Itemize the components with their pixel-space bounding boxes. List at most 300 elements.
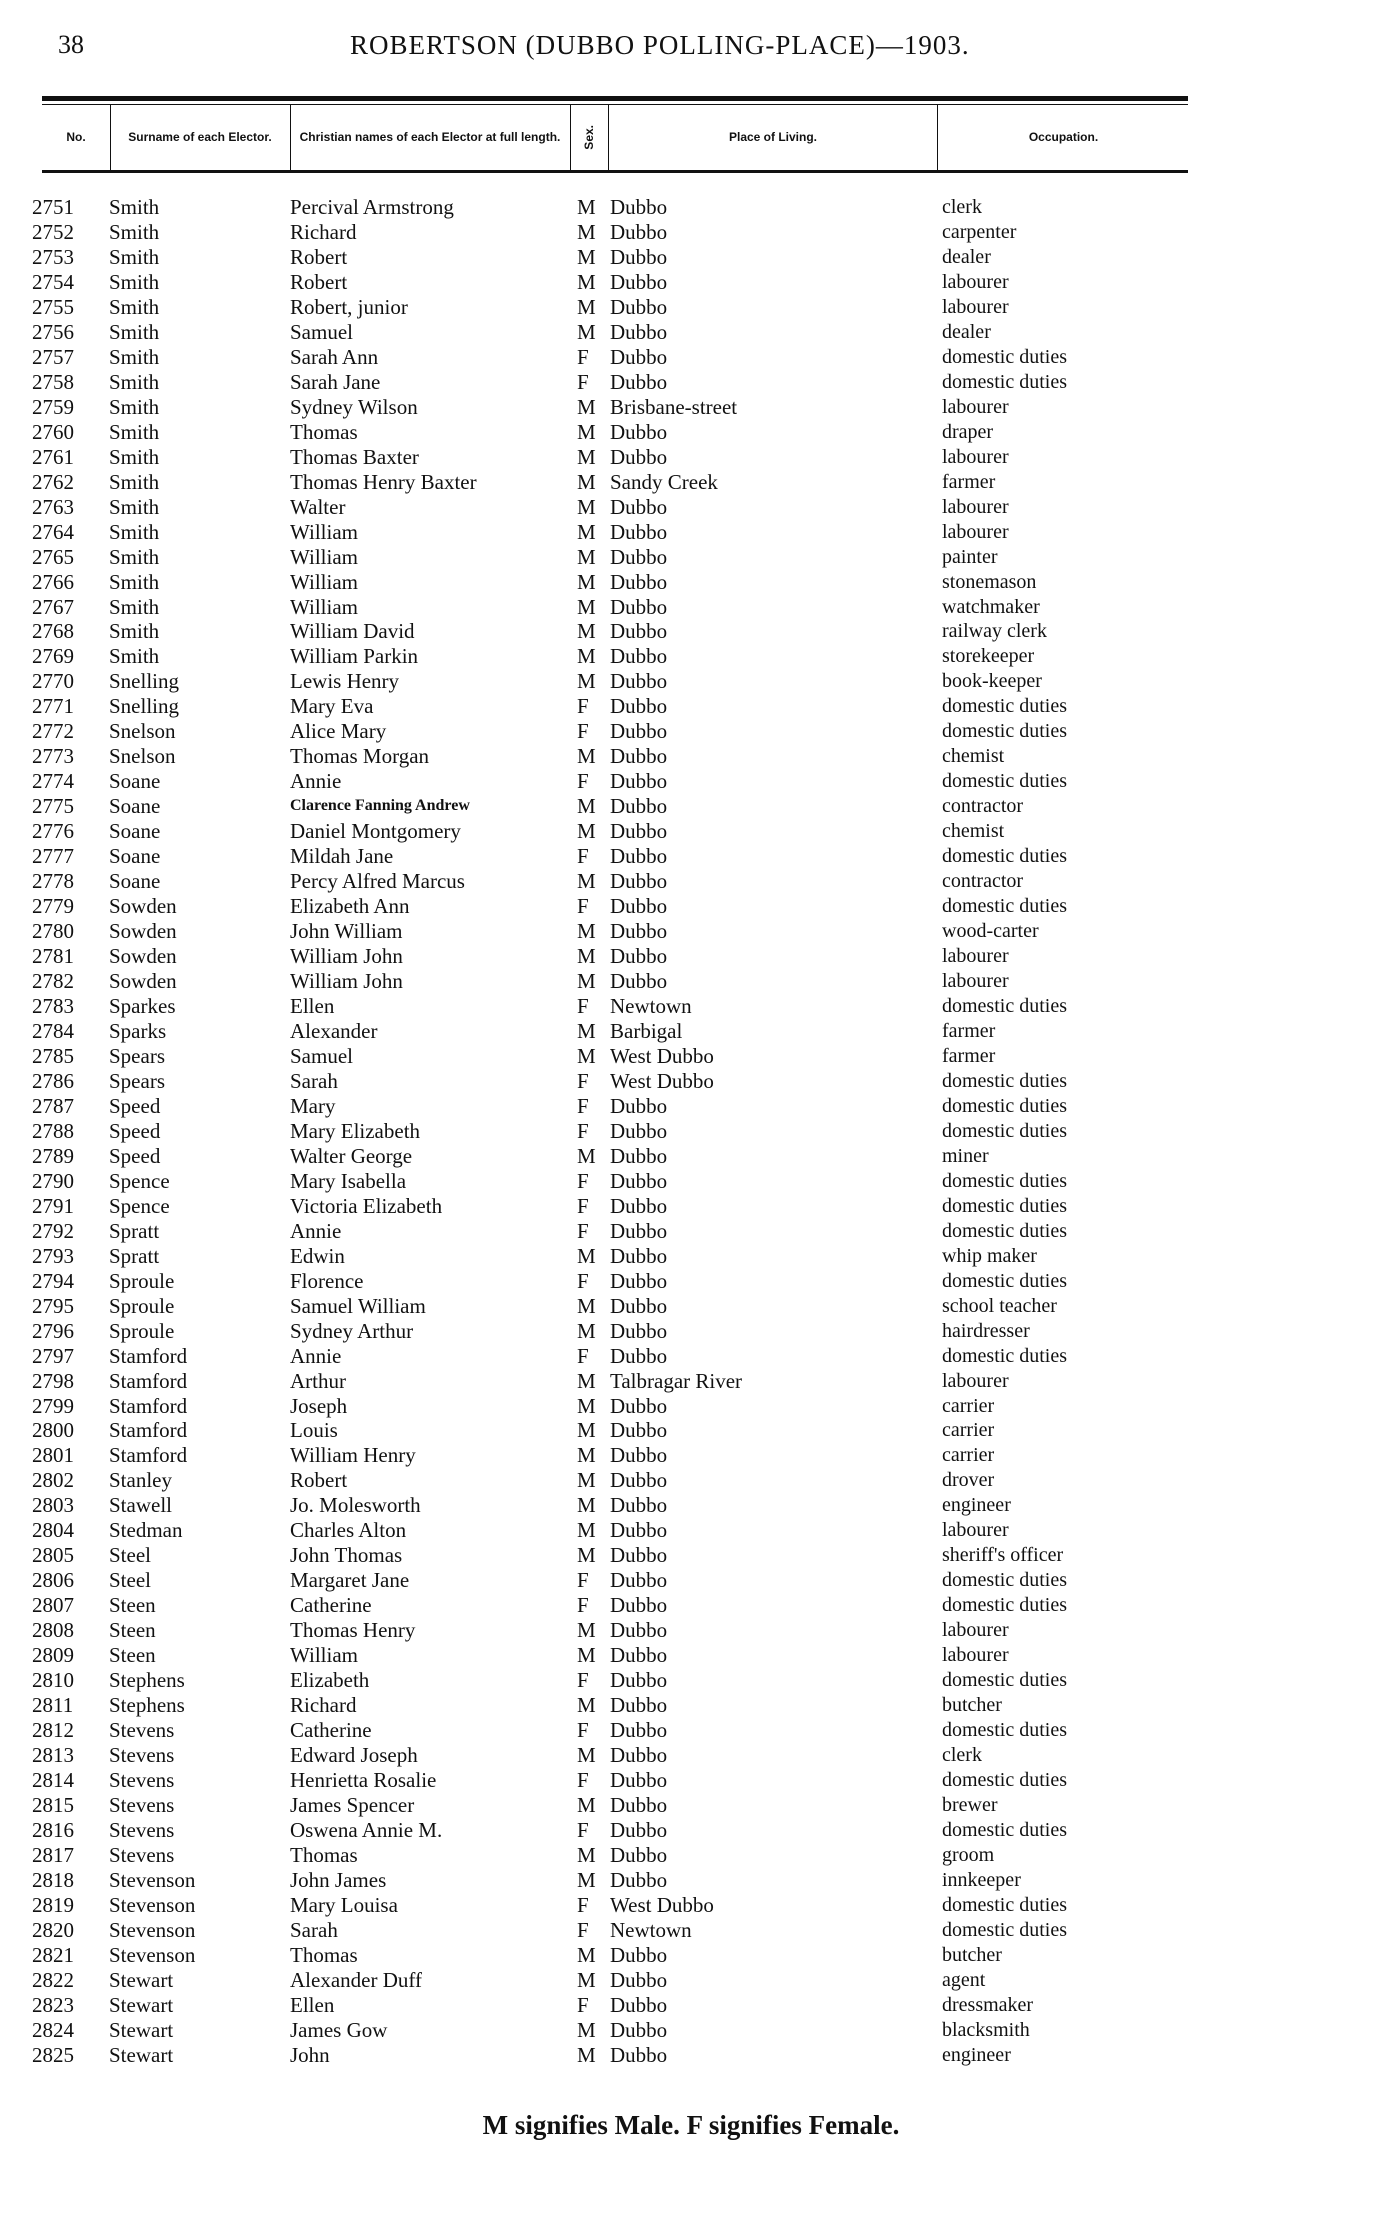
elector-occupation: farmer [942,1044,996,1067]
table-row [0,1468,1382,1493]
elector-sex: M [577,1793,596,1817]
elector-surname: Smith [109,195,160,219]
column-divider [570,104,571,170]
table-row [0,1319,1382,1344]
elector-christian-names: Thomas [290,1842,358,1867]
elector-number: 2755 [32,294,74,319]
elector-place: Dubbo [610,769,668,794]
table-row [0,1568,1382,1593]
column-header-surname: Surname of each Elector. [128,129,272,144]
elector-surname: Soane [109,794,161,819]
elector-sex: F [577,1992,589,2017]
elector-christian-names: Mary Elizabeth [290,1118,421,1143]
table-row [0,944,1382,969]
elector-surname: Stevens [109,1718,175,1743]
elector-place: Dubbo [610,869,668,894]
table-row [0,744,1382,769]
elector-place: Dubbo [610,2042,668,2067]
elector-occupation: dealer [942,320,991,343]
elector-place: Dubbo [610,319,668,344]
elector-christian-names: Mary [290,1093,336,1118]
elector-number: 2782 [32,969,74,994]
elector-number: 2820 [32,1917,74,1942]
table-row [0,1344,1382,1369]
elector-christian-names: Annie [290,769,342,794]
elector-number: 2822 [32,1967,74,1992]
elector-number: 2794 [32,1268,74,1293]
elector-christian-names: Edward Joseph [290,1743,418,1768]
table-row [0,220,1382,245]
elector-number: 2807 [32,1593,74,1618]
elector-number: 2777 [32,844,74,869]
elector-christian-names: Percival Armstrong [290,195,454,219]
elector-christian-names: Mary Isabella [290,1168,407,1193]
elector-sex: F [577,1892,589,1917]
table-row [0,420,1382,445]
table-row [0,1369,1382,1394]
elector-sex: F [577,1917,589,1942]
elector-place: Dubbo [610,1992,668,2017]
elector-surname: Stamford [109,1418,188,1443]
elector-surname: Stewart [109,2017,174,2042]
elector-occupation: labourer [942,520,1009,543]
elector-number: 2770 [32,669,74,694]
elector-surname: Soane [109,844,161,869]
elector-surname: Spence [109,1168,170,1193]
elector-number: 2768 [32,619,74,644]
elector-surname: Smith [109,294,160,319]
elector-number: 2816 [32,1817,74,1842]
elector-number: 2793 [32,1243,74,1268]
elector-number: 2772 [32,719,74,744]
elector-occupation: labourer [942,395,1009,418]
elector-sex: M [577,519,596,544]
elector-surname: Stevenson [109,1892,196,1917]
elector-place: Dubbo [610,1343,668,1368]
table-row [0,1793,1382,1818]
elector-number: 2765 [32,544,74,569]
elector-christian-names: Annie [290,1343,342,1368]
elector-place: Newtown [610,1917,692,1942]
elector-christian-names: Richard [290,1693,357,1718]
elector-occupation: drover [942,1469,995,1492]
elector-occupation: engineer [942,2043,1011,2066]
column-divider [937,104,938,170]
elector-occupation: domestic duties [942,1669,1067,1692]
elector-christian-names: Thomas Baxter [290,444,419,469]
elector-place: Dubbo [610,1143,668,1168]
elector-christian-names: Robert [290,1468,348,1493]
elector-occupation: domestic duties [942,895,1067,918]
elector-occupation: domestic duties [942,1094,1067,1117]
elector-number: 2821 [32,1942,74,1967]
table-row [0,1443,1382,1468]
elector-place: Dubbo [610,1743,668,1768]
elector-sex: M [577,569,596,594]
elector-sex: F [577,369,589,394]
elector-occupation: domestic duties [942,1569,1067,1592]
elector-place: Dubbo [610,644,668,669]
elector-number: 2797 [32,1343,74,1368]
elector-sex: M [577,1318,596,1343]
elector-surname: Soane [109,769,161,794]
table-row [0,1518,1382,1543]
elector-number: 2790 [32,1168,74,1193]
elector-place: West Dubbo [610,1892,714,1917]
table-row [0,545,1382,570]
table-row [0,495,1382,520]
elector-occupation: groom [942,1843,995,1866]
elector-christian-names: Mildah Jane [290,844,394,869]
elector-surname: Steen [109,1618,156,1643]
table-row [0,295,1382,320]
table-row [0,1219,1382,1244]
elector-surname: Stamford [109,1343,188,1368]
elector-number: 2795 [32,1293,74,1318]
elector-surname: Stamford [109,1368,188,1393]
table-row [0,1269,1382,1294]
elector-surname: Stevens [109,1817,175,1842]
elector-occupation: domestic duties [942,1719,1067,1742]
elector-place: Dubbo [610,1967,668,1992]
elector-occupation: domestic duties [942,1269,1067,1292]
elector-surname: Spence [109,1193,170,1218]
table-row [0,1019,1382,1044]
table-row [0,1044,1382,1069]
elector-number: 2783 [32,994,74,1018]
table-row [0,1968,1382,1993]
elector-occupation: carrier [942,1419,995,1442]
elector-occupation: school teacher [942,1294,1057,1317]
elector-occupation: engineer [942,1494,1011,1517]
elector-number: 2810 [32,1668,74,1693]
elector-christian-names: John Thomas [290,1543,403,1568]
elector-place: Dubbo [610,919,668,944]
elector-christian-names: William John [290,944,403,969]
table-row [0,520,1382,545]
elector-number: 2779 [32,894,74,919]
column-divider [608,104,609,170]
elector-number: 2815 [32,1793,74,1817]
elector-christian-names: William Henry [290,1443,416,1468]
elector-occupation: contractor [942,795,1024,818]
elector-place: Dubbo [610,2017,668,2042]
elector-number: 2760 [32,419,74,444]
elector-christian-names: Samuel [290,1043,353,1068]
elector-occupation: blacksmith [942,2018,1030,2041]
elector-place: Dubbo [610,1218,668,1243]
elector-occupation: railway clerk [942,620,1047,643]
elector-place: Dubbo [610,419,668,444]
elector-christian-names: Louis [290,1418,338,1443]
elector-surname: Sparkes [109,994,176,1018]
table-row [0,1618,1382,1643]
elector-occupation: farmer [942,470,996,493]
elector-place: Dubbo [610,544,668,569]
elector-place: Dubbo [610,519,668,544]
elector-occupation: hairdresser [942,1319,1030,1342]
table-row [0,619,1382,644]
elector-sex: M [577,744,596,769]
elector-occupation: domestic duties [942,345,1067,368]
table-row [0,1918,1382,1943]
elector-place: Dubbo [610,444,668,469]
elector-christian-names: Catherine [290,1593,372,1618]
elector-surname: Spears [109,1068,165,1093]
elector-sex: M [577,644,596,669]
elector-sex: M [577,1942,596,1967]
table-row [0,570,1382,595]
table-row [0,769,1382,794]
elector-surname: Smith [109,444,160,469]
elector-christian-names: Walter [290,494,346,519]
elector-occupation: labourer [942,1369,1009,1392]
elector-surname: Smith [109,619,160,644]
elector-sex: M [577,1693,596,1718]
elector-surname: Smith [109,319,160,344]
elector-occupation: farmer [942,1019,996,1042]
elector-number: 2824 [32,2017,74,2042]
elector-place: Dubbo [610,1618,668,1643]
elector-place: Dubbo [610,819,668,844]
elector-occupation: domestic duties [942,1119,1067,1142]
elector-number: 2803 [32,1493,74,1518]
elector-number: 2791 [32,1193,74,1218]
elector-sex: F [577,1268,589,1293]
elector-occupation: butcher [942,1694,1002,1717]
elector-place: Dubbo [610,369,668,394]
table-row [0,1543,1382,1568]
elector-christian-names: Catherine [290,1718,372,1743]
elector-number: 2756 [32,319,74,344]
elector-sex: F [577,1093,589,1118]
elector-surname: Sproule [109,1268,175,1293]
elector-occupation: labourer [942,1619,1009,1642]
elector-sex: M [577,1368,596,1393]
table-row [0,1144,1382,1169]
elector-surname: Soane [109,819,161,844]
table-row [0,370,1382,395]
elector-place: Dubbo [610,1593,668,1618]
table-row [0,844,1382,869]
elector-occupation: agent [942,1968,986,1991]
elector-number: 2763 [32,494,74,519]
elector-surname: Smith [109,544,160,569]
elector-number: 2825 [32,2042,74,2067]
elector-occupation: storekeeper [942,645,1035,668]
table-row [0,1418,1382,1443]
elector-surname: Sproule [109,1318,175,1343]
elector-surname: Smith [109,569,160,594]
table-row [0,994,1382,1019]
elector-occupation: domestic duties [942,1769,1067,1792]
elector-place: Dubbo [610,344,668,369]
elector-christian-names: Henrietta Rosalie [290,1768,437,1793]
elector-christian-names: Richard [290,219,357,244]
elector-number: 2800 [32,1418,74,1443]
table-row [0,320,1382,345]
elector-christian-names: Thomas [290,419,358,444]
elector-surname: Smith [109,494,160,519]
table-row [0,669,1382,694]
elector-surname: Sproule [109,1293,175,1318]
elector-surname: Stevens [109,1768,175,1793]
elector-surname: Stanley [109,1468,172,1493]
elector-christian-names: Joseph [290,1393,348,1418]
column-divider [290,104,291,170]
elector-occupation: domestic duties [942,1194,1067,1217]
column-divider [110,104,111,170]
elector-occupation: labourer [942,970,1009,993]
elector-sex: F [577,1343,589,1368]
elector-christian-names: Florence [290,1268,364,1293]
elector-number: 2775 [32,794,74,819]
elector-occupation: draper [942,420,994,443]
elector-surname: Spratt [109,1218,160,1243]
elector-christian-names: Sydney Arthur [290,1318,414,1343]
elector-surname: Steel [109,1543,151,1568]
elector-surname: Smith [109,344,160,369]
elector-sex: M [577,1967,596,1992]
elector-surname: Speed [109,1093,161,1118]
elector-christian-names: William [290,544,358,569]
table-row [0,2018,1382,2043]
elector-christian-names: William David [290,619,415,644]
table-row [0,595,1382,620]
elector-sex: M [577,1293,596,1318]
elector-number: 2754 [32,269,74,294]
table-row [0,1094,1382,1119]
page-title: ROBERTSON (DUBBO POLLING-PLACE)—1903. [350,30,970,60]
column-header-christian-names: Christian names of each Elector at full length. [299,129,561,144]
elector-number: 2788 [32,1118,74,1143]
elector-number: 2802 [32,1468,74,1493]
elector-occupation: contractor [942,870,1024,893]
elector-surname: Smith [109,419,160,444]
elector-sex: M [577,1243,596,1268]
table-row [0,245,1382,270]
elector-surname: Stevens [109,1842,175,1867]
elector-sex: F [577,1168,589,1193]
elector-surname: Stewart [109,1992,174,2017]
elector-sex: M [577,819,596,844]
elector-number: 2781 [32,944,74,969]
elector-number: 2766 [32,569,74,594]
elector-christian-names: Sydney Wilson [290,394,418,419]
elector-occupation: domestic duties [942,1918,1067,1941]
elector-place: Dubbo [610,1093,668,1118]
elector-place: Dubbo [610,669,668,694]
elector-surname: Sowden [109,919,177,944]
table-row [0,694,1382,719]
elector-number: 2792 [32,1218,74,1243]
elector-sex: M [577,944,596,969]
elector-number: 2753 [32,244,74,269]
elector-place: Dubbo [610,1243,668,1268]
elector-sex: M [577,469,596,494]
elector-christian-names: Mary Eva [290,694,374,719]
elector-surname: Snelling [109,694,180,719]
table-row [0,1943,1382,1968]
elector-occupation: domestic duties [942,1818,1067,1841]
footer-note: M signifies Male. F signifies Female. [482,2110,900,2140]
elector-surname: Steel [109,1568,151,1593]
table-row [0,1718,1382,1743]
elector-christian-names: Sarah Jane [290,369,381,394]
table-row [0,819,1382,844]
elector-sex: F [577,1593,589,1618]
elector-sex: M [577,1867,596,1892]
elector-surname: Stevens [109,1743,175,1768]
elector-sex: F [577,1817,589,1842]
elector-sex: M [577,1018,596,1043]
elector-number: 2801 [32,1443,74,1468]
elector-christian-names: Thomas Henry Baxter [290,469,477,494]
elector-place: Dubbo [610,1793,668,1817]
elector-christian-names: Elizabeth Ann [290,894,410,919]
elector-christian-names: William [290,569,358,594]
elector-occupation: domestic duties [942,1594,1067,1617]
elector-sex: F [577,994,589,1018]
elector-place: Dubbo [610,794,668,819]
elector-sex: F [577,344,589,369]
elector-surname: Snelling [109,669,180,694]
elector-occupation: wood-carter [942,920,1039,943]
elector-sex: M [577,1143,596,1168]
elector-christian-names: William [290,1643,358,1668]
elector-sex: M [577,1743,596,1768]
elector-place: Dubbo [610,1693,668,1718]
elector-christian-names: Sarah Ann [290,344,379,369]
elector-number: 2785 [32,1043,74,1068]
table-row [0,1294,1382,1319]
elector-occupation: clerk [942,196,982,218]
elector-christian-names: Elizabeth [290,1668,370,1693]
elector-sex: M [577,1543,596,1568]
elector-number: 2784 [32,1018,74,1043]
elector-number: 2780 [32,919,74,944]
elector-sex: M [577,1393,596,1418]
elector-christian-names: William [290,519,358,544]
elector-christian-names: Annie [290,1218,342,1243]
elector-number: 2752 [32,219,74,244]
elector-sex: M [577,244,596,269]
elector-occupation: domestic duties [942,845,1067,868]
table-row [0,1693,1382,1718]
elector-sex: M [577,319,596,344]
elector-surname: Stevens [109,1793,175,1817]
elector-surname: Snelson [109,744,176,769]
elector-number: 2799 [32,1393,74,1418]
elector-surname: Stewart [109,1967,174,1992]
elector-surname: Sowden [109,944,177,969]
elector-sex: M [577,419,596,444]
elector-place: Dubbo [610,1493,668,1518]
elector-place: West Dubbo [610,1068,714,1093]
elector-surname: Stewart [109,2042,174,2067]
elector-surname: Smith [109,394,160,419]
elector-sex: F [577,1768,589,1793]
elector-occupation: innkeeper [942,1868,1021,1891]
elector-number: 2757 [32,344,74,369]
elector-sex: M [577,1518,596,1543]
elector-surname: Spratt [109,1243,160,1268]
elector-christian-names: Jo. Molesworth [290,1493,421,1518]
elector-number: 2798 [32,1368,74,1393]
elector-sex: F [577,694,589,719]
elector-number: 2813 [32,1743,74,1768]
elector-list [0,195,1382,2068]
